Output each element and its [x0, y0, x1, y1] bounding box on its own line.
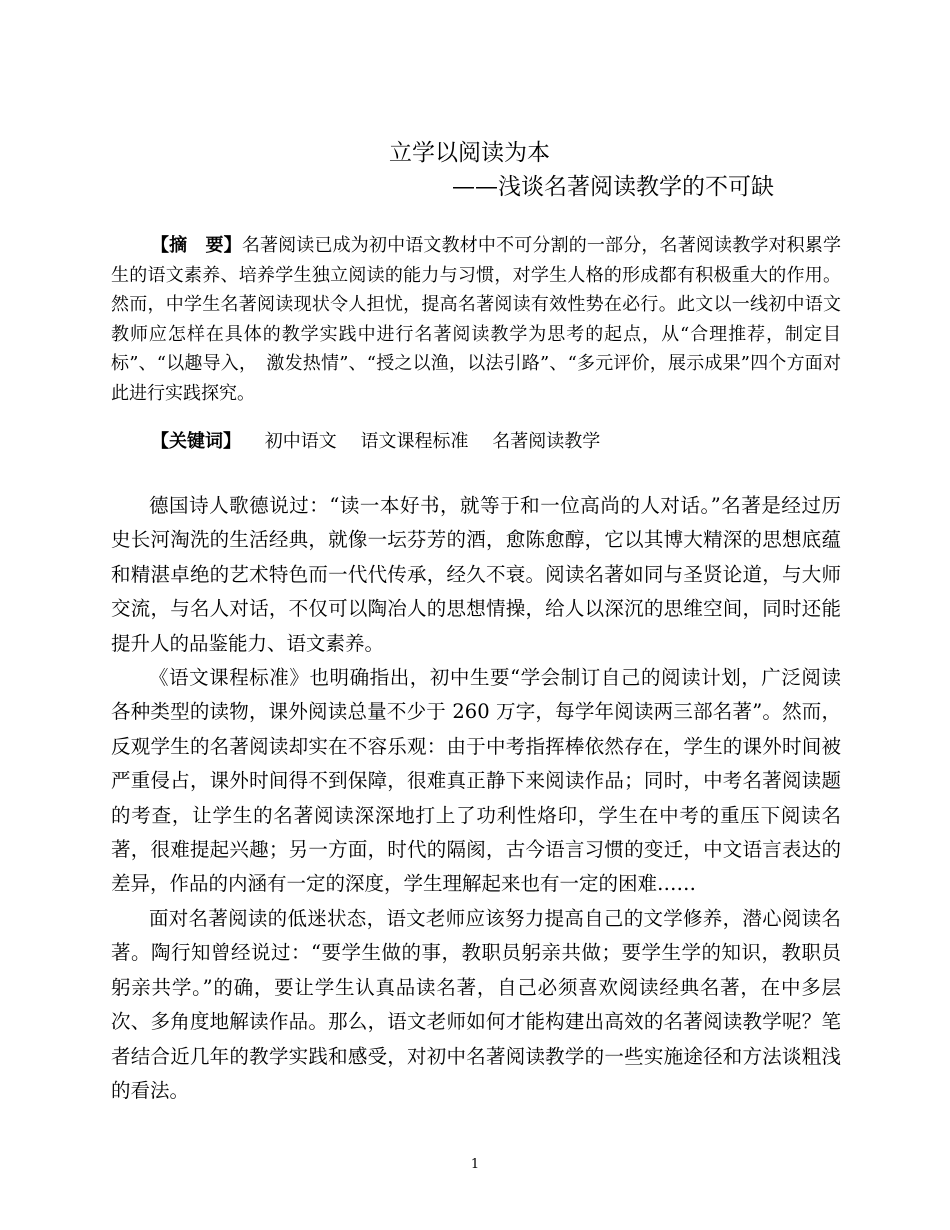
body-paragraph: 德国诗人歌德说过：“读一本好书，就等于和一位高尚的人对话。”名著是经过历史长河淘洗的生活经典，就像一坛芬芳的酒，愈陈愈醇，它以其博大精深的思想底蕴和精湛卓绝的艺术特色而一代代传承，经久不衰。阅读名著如同与圣贤论道，与大师交流，与名人对话，不仅可以陶冶人的思想情操，给人以深沉的思维空间，同时还能提升人的品鉴能力、语文素养。 — [111, 494, 841, 655]
keyword-item: 名著阅读教学 — [492, 431, 601, 452]
keywords-line — [151, 427, 600, 457]
abstract-section — [111, 231, 841, 408]
abstract-text: 名著阅读已成为初中语文教材中不可分割的一部分，名著阅读教学对积累学生的语文素养、培养学生独立阅读的能力与习惯，对学生人格的形成都有积极重大的作用。然而，中学生名著阅读现状令人担忧，提高名著阅读有效性势在必行。此文以一线初中语文教师应怎样在具体的教学实践中进行名著阅读教学为思考的起点，从“合理推荐，制定目标”、“以趣导入， 激发热情”、“授之以渔，以法引路”、“多元评价，展示成果”四个方面对 此进行实践探究。 — [111, 235, 841, 404]
body-paragraph: 《语文课程标准》也明确指出，初中生要“学会制订自己的阅读计划，广泛阅读各种类型的读物，课外阅读总量不少于 260 万字，每学年阅读两三部名著”。然而，反观学生的名著阅读却实在不容乐观：由于中考指挥棒依然存在，学生的课外时间被严重侵占，课外时间得不到保障，很难真正静下来阅读作品；同时，中考名著阅读题的考查，让学生的名著阅读深深地打上了功利性烙印，学生在中考的重压下阅读名著，很难提起兴趣；另一方面，时代的隔阂，古今语言习惯的变迁，中文语言表达的差异，作品的内涵有一定的深度，学生理解起来也有一定的困难…… — [111, 666, 841, 896]
document-subtitle: ——浅谈名著阅读教学的不可缺 — [452, 174, 774, 200]
keywords-label: 【关键词】 — [151, 431, 241, 452]
abstract-paragraph — [111, 231, 841, 408]
body-paragraph: 面对名著阅读的低迷状态，语文老师应该努力提高自己的文学修养，潜心阅读名著。陶行知曾经说过：“要学生做的事，教职员躬亲共做；要学生学的知识，教职员躬亲共学。”的确，要让学生认真品读名著，自己必须喜欢阅读经典名著，在中多层次、多角度地解读作品。那么，语文老师如何才能构建出高效的名著阅读教学呢？笔者结合近几年的教学实践和感受，对初中名著阅读教学的一些实施途径和方法谈粗浅的看法。 — [111, 906, 841, 1102]
document-title: 立学以阅读为本 — [389, 140, 550, 166]
page-number: 1 — [470, 1157, 480, 1172]
body-text — [111, 489, 841, 1108]
keyword-item: 初中语文 — [264, 431, 337, 452]
keyword-item: 语文课程标准 — [360, 431, 469, 452]
abstract-label: 【摘 要】 — [151, 235, 242, 256]
